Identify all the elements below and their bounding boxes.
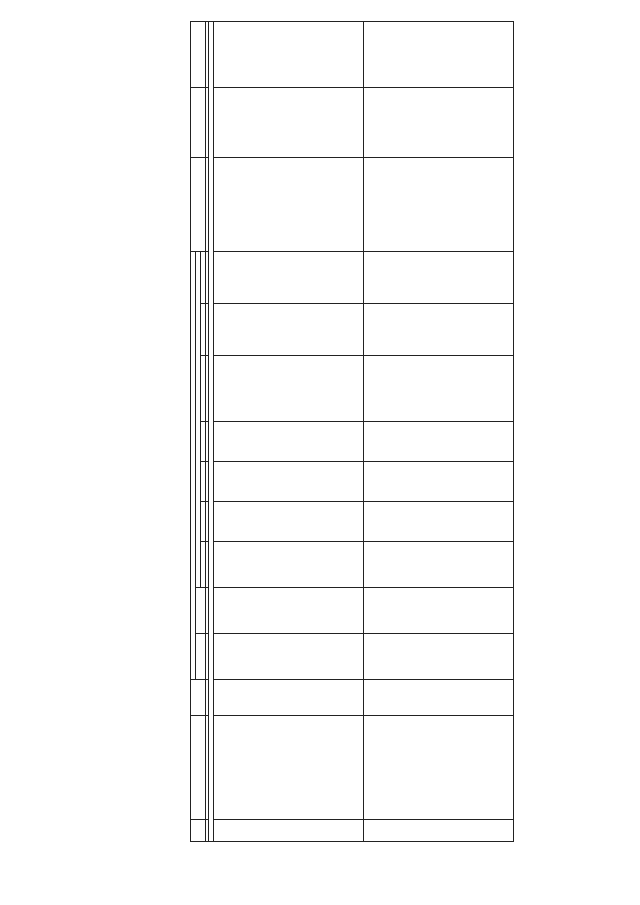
value-2017	[214, 422, 364, 462]
indicator-unit	[214, 680, 364, 716]
value-2020	[364, 251, 514, 303]
value-2012	[214, 634, 364, 680]
value-2015	[364, 502, 514, 542]
value-2012	[364, 634, 514, 680]
value-2014	[214, 542, 364, 588]
indicators-table	[190, 21, 514, 842]
value-2018	[214, 356, 364, 422]
periodicity	[214, 21, 364, 87]
periodicity	[364, 21, 514, 87]
row-number	[364, 820, 514, 842]
value-2018	[364, 356, 514, 422]
value-2014	[364, 542, 514, 588]
indicator-name	[214, 716, 364, 820]
value-2016	[364, 462, 514, 502]
data-sources	[214, 87, 364, 157]
value-2016	[214, 462, 364, 502]
value-2017	[364, 422, 514, 462]
header-sources	[191, 87, 206, 157]
value-2013	[214, 588, 364, 634]
value-2019	[364, 304, 514, 356]
row-number	[214, 820, 364, 842]
rotated-content	[20, 22, 620, 882]
header-name	[191, 716, 206, 820]
value-2015	[214, 502, 364, 542]
value-2013	[364, 588, 514, 634]
table-row	[364, 21, 514, 841]
header-num	[191, 820, 206, 842]
data-sources	[364, 87, 514, 157]
calc-order	[214, 157, 364, 251]
indicator-name	[364, 716, 514, 820]
table-row	[214, 21, 364, 841]
value-2019	[214, 304, 364, 356]
header-year-2013	[196, 588, 206, 634]
header-periodicity	[191, 21, 206, 87]
header-year-2012	[196, 634, 206, 680]
header-unit	[191, 680, 206, 716]
calc-order	[364, 157, 514, 251]
indicator-unit	[364, 680, 514, 716]
value-2020	[214, 251, 364, 303]
header-calc-order	[191, 157, 206, 251]
